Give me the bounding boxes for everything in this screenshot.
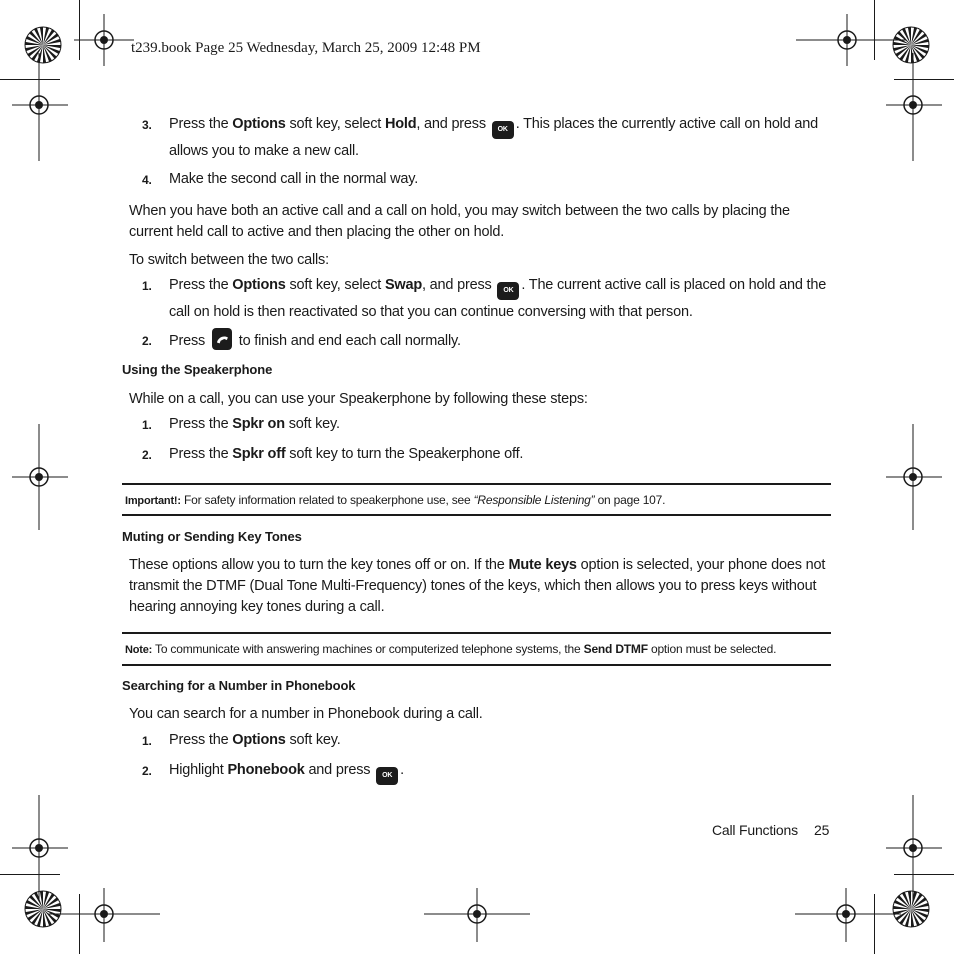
- note: Note: To communicate with answering machines or computerized telephone systems, the Send DTMF option must be selected.: [122, 632, 831, 666]
- registration-mark: [12, 424, 68, 530]
- paragraph: These options allow you to turn the key tones off or on. If the Mute keys option is selected, your phone does not transmit the DTMF (Dual Tone Multi-Frequency) tones of the keys, which then allows you to press keys without hearing annoying key tones during a call.: [129, 557, 826, 615]
- print-slug: t239.book Page 25 Wednesday, March 25, 2009 12:48 PM: [131, 40, 481, 56]
- registration-mark: [886, 53, 942, 161]
- starburst-mark: [891, 889, 931, 929]
- ok-key-icon: OK: [492, 121, 514, 139]
- registration-mark: [795, 888, 901, 942]
- registration-mark: [886, 795, 942, 901]
- starburst-mark: [23, 889, 63, 929]
- section-heading: Searching for a Number in Phonebook: [122, 678, 356, 693]
- section-heading: Using the Speakerphone: [122, 362, 273, 377]
- paragraph: You can search for a number in Phonebook during a call.: [129, 706, 483, 722]
- registration-mark: [886, 424, 942, 530]
- cross-reference: “Responsible Listening”: [473, 493, 595, 507]
- ok-key-icon: OK: [376, 767, 398, 785]
- registration-mark: [424, 888, 530, 942]
- important-note: Important!: For safety information related to speakerphone use, see “Responsible Listening” on page 107.: [122, 483, 831, 516]
- registration-mark: [48, 888, 160, 942]
- page-number: 25: [814, 822, 830, 838]
- ok-key-icon: OK: [497, 282, 519, 300]
- registration-mark: [12, 795, 68, 901]
- registration-mark: [74, 14, 134, 66]
- paragraph: To switch between the two calls:: [129, 252, 329, 268]
- paragraph: While on a call, you can use your Speakerphone by following these steps:: [129, 391, 588, 407]
- registration-mark: [12, 53, 68, 161]
- starburst-mark: [23, 25, 63, 65]
- paragraph: When you have both an active call and a call on hold, you may switch between the two calls by placing the current held call to active and then placing the other on hold.: [129, 203, 790, 240]
- footer-section-title: Call Functions: [712, 822, 798, 838]
- section-heading: Muting or Sending Key Tones: [122, 529, 302, 544]
- end-call-key-icon: [212, 328, 232, 350]
- starburst-mark: [891, 25, 931, 65]
